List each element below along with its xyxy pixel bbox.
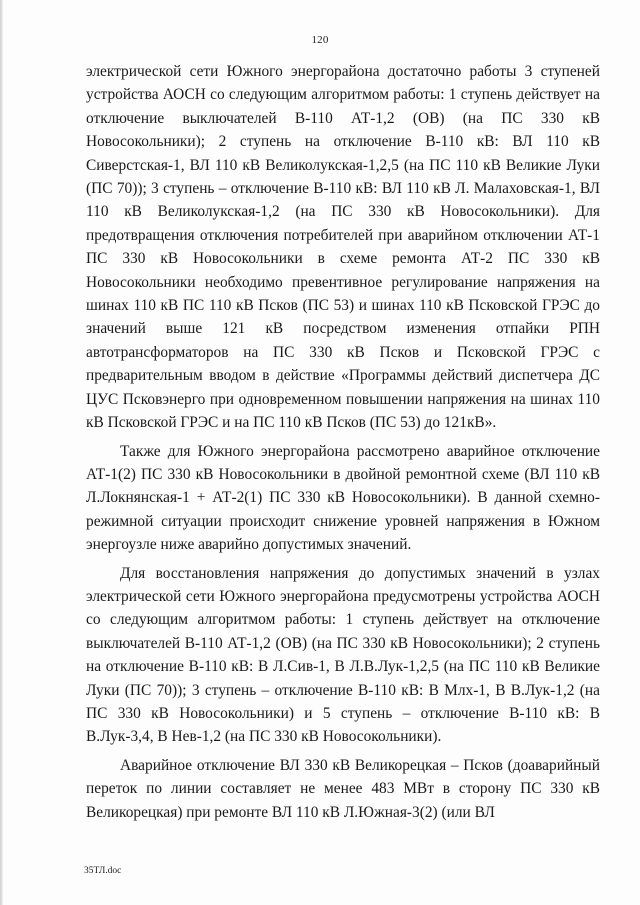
file-name-footer: 35ТЛ.doc	[84, 866, 122, 876]
scan-edge-shadow	[0, 0, 3, 905]
page-number: 120	[311, 34, 329, 46]
paragraph-2: Также для Южного энергорайона рассмотрено аварийное отключение АТ-1(2) ПС 330 кВ Новосокольники в двойной ремонтной схеме (ВЛ 110 кВ Л.Локнянская-1 + АТ-2(1) ПС 330 кВ Новосокольники). В данной схемно-режимной ситуации происходит снижение уровней напряжения в Южном энергоузле ниже аварийно допустимых значений.	[86, 442, 600, 554]
paragraph-4: Аварийное отключение ВЛ 330 кВ Великорецкая – Псков (доаварийный переток по линии составляет не менее 483 МВт в сторону ПС 330 кВ Великорецкая) при ремонте ВЛ 110 кВ Л.Южная-3(2) (или ВЛ	[86, 756, 600, 821]
paragraph-3: Для восстановления напряжения до допустимых значений в узлах электрической сети Южного энергорайона предусмотрены устройства АОСН со следующим алгоритмом работы: 1 ступень действует на отключение выключателей В-110 АТ-1,2 (ОВ) (на ПС 330 кВ Новосокольники); 2 ступень на отключение В-110 кВ: В Л.Сив-1, В Л.В.Лук-1,2,5 (на ПС 110 кВ Великие Луки (ПС 70)); 3 ступень – отключение В-110 кВ: В Млх-1, В В.Лук-1,2 (на ПС 330 кВ Новосокольники) и 5 ступень – отключение В-110 кВ: В В.Лук-3,4, В Нев-1,2 (на ПС 330 кВ Новосокольники).	[86, 564, 600, 746]
paragraph-1: электрической сети Южного энергорайона достаточно работы 3 ступеней устройства АОСН со следующим алгоритмом работы: 1 ступень действует на отключение выключателей В-110 АТ-1,2 (ОВ) (на ПС 330 кВ Новосокольники); 2 ступень на отключение В-110 кВ: ВЛ 110 кВ Сиверстская-1, ВЛ 110 кВ Великолукская-1,2,5 (на ПС 110 кВ Великие Луки (ПС 70)); 3 ступень – отключение В-110 кВ: ВЛ 110 кВ Л. Малаховская-1, ВЛ 110 кВ Великолукская-1,2 (на ПС 330 кВ Новосокольники). Для предотвращения отключения потребителей при аварийном отключении АТ-1 ПС 330 кВ Новосокольники в схеме ремонта АТ-2 ПС 330 кВ Новосокольники необходимо превентивное регулирование напряжения на шинах 110 кВ ПС 110 кВ Псков (ПС 53) и шинах 110 кВ Псковской ГРЭС до значений выше 121 кВ посредством изменения отпайки РПН автотрансформаторов на ПС 330 кВ Псков и Псковской ГРЭС с предварительным вводом в действие «Программы действий диспетчера ДС ЦУС Псковэнерго при одновременном повышении напряжения на шинах 110 кВ Псковской ГРЭС и на ПС 110 кВ Псков (ПС 53) до 121кВ».	[86, 63, 600, 432]
document-body	[86, 60, 600, 824]
